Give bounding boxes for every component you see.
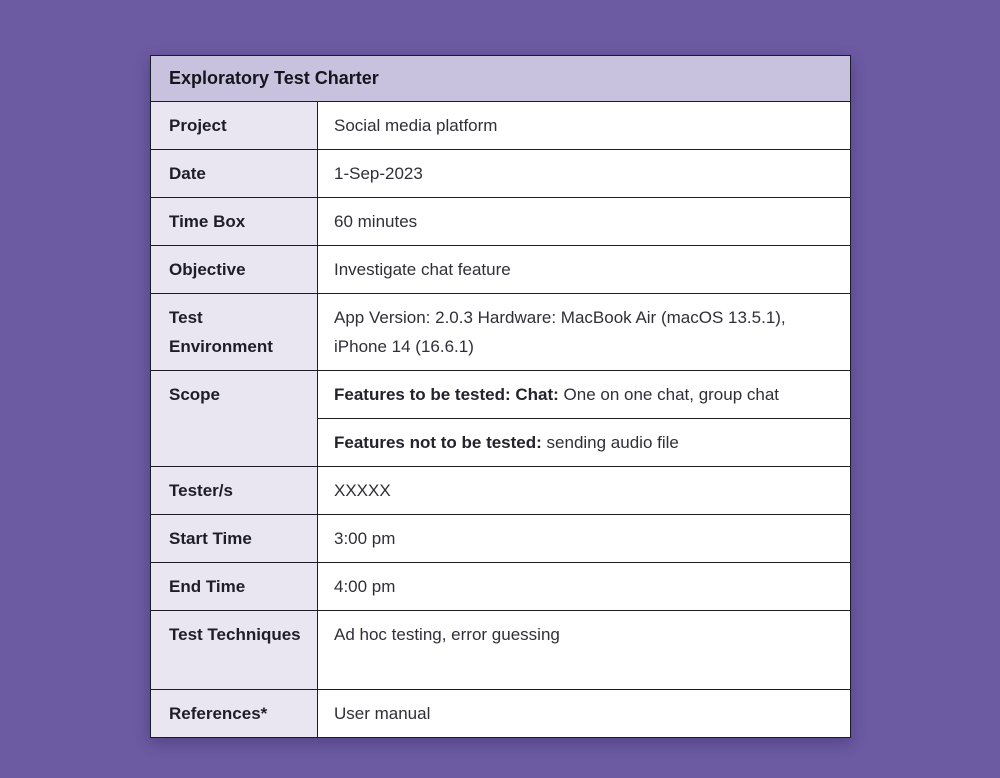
table-header-row [151, 56, 851, 102]
table-title: Exploratory Test Charter [151, 56, 851, 102]
row-label-test-environment: Test Environment [151, 294, 318, 371]
row-value-start-time: 3:00 pm [318, 515, 851, 563]
scope-tested-bold-text: Features to be tested: Chat: [334, 385, 559, 404]
table-row-references [151, 690, 851, 738]
table-row-start-time [151, 515, 851, 563]
row-value-project: Social media platform [318, 102, 851, 150]
row-label-time-box: Time Box [151, 198, 318, 246]
row-label-end-time: End Time [151, 563, 318, 611]
scope-tested-regular-text: One on one chat, group chat [558, 385, 780, 404]
row-label-references: References* [151, 690, 318, 738]
table-row-scope [151, 371, 851, 419]
row-label-objective: Objective [151, 246, 318, 294]
table-row-objective [151, 246, 851, 294]
row-value-objective: Investigate chat feature [318, 246, 851, 294]
row-value-scope-not-tested [318, 419, 851, 467]
row-value-scope-tested [318, 371, 851, 419]
table-row-date [151, 150, 851, 198]
table-row-test-techniques [151, 611, 851, 690]
scope-not-tested-bold-text: Features not to be tested: [334, 433, 542, 452]
row-label-testers: Tester/s [151, 467, 318, 515]
row-value-testers: XXXXX [318, 467, 851, 515]
table-row-test-environment [151, 294, 851, 371]
row-value-end-time: 4:00 pm [318, 563, 851, 611]
row-label-start-time: Start Time [151, 515, 318, 563]
row-label-test-techniques: Test Techniques [151, 611, 318, 690]
table-row-project [151, 102, 851, 150]
test-charter-table [150, 55, 851, 738]
row-value-test-environment: App Version: 2.0.3 Hardware: MacBook Air (macOS 13.5.1), iPhone 14 (16.6.1) [318, 294, 851, 371]
row-value-date: 1-Sep-2023 [318, 150, 851, 198]
scope-not-tested-regular-text: sending audio file [541, 433, 679, 452]
row-label-scope: Scope [151, 371, 318, 467]
table-row-end-time [151, 563, 851, 611]
table-row-time-box [151, 198, 851, 246]
row-value-test-techniques: Ad hoc testing, error guessing [318, 611, 851, 690]
row-value-references: User manual [318, 690, 851, 738]
table-row-testers [151, 467, 851, 515]
row-value-time-box: 60 minutes [318, 198, 851, 246]
row-label-date: Date [151, 150, 318, 198]
row-label-project: Project [151, 102, 318, 150]
